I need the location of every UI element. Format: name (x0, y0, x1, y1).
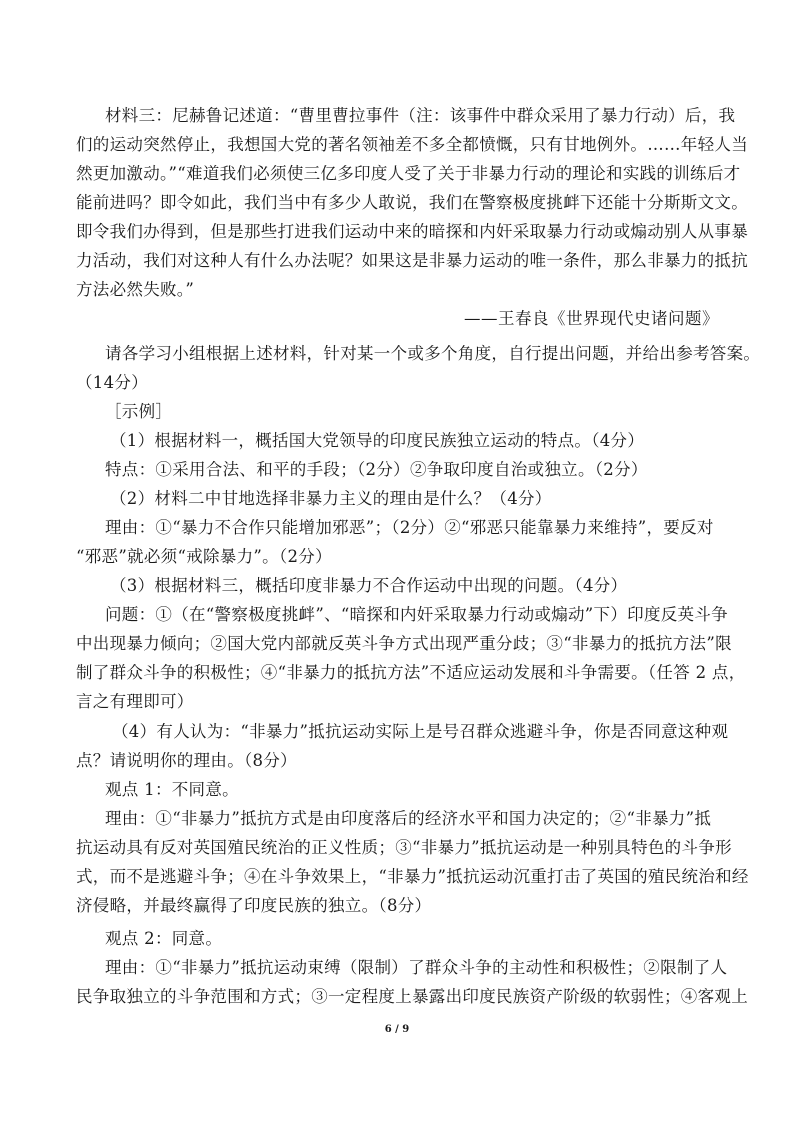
source-citation: ——王春良《世界现代史诸问题》 (464, 309, 719, 328)
question-4-line-2: 点？请说明你的理由。（8分） (76, 751, 297, 770)
material-three-line-5: 即令我们办得到，但是那些打进我们运动中来的暗探和内奸采取暴力行动或煽动别人从事暴 (76, 222, 748, 241)
viewpoint-1-reason-line-4: 济侵略，并最终赢得了印度民族的独立。（8分） (76, 896, 432, 915)
viewpoint-2-reason-line-2: 民争取独立的斗争范围和方式；③一定程度上暴露出印度民族资产阶级的软弱性；④客观上 (76, 987, 748, 1006)
answer-2-line-2: “邪恶”就必须“戒除暴力”。（2分） (76, 547, 332, 566)
answer-1: 特点：①采用合法、和平的手段；（2分）②争取印度自治或独立。（2分） (105, 460, 648, 479)
viewpoint-1-label: 观点 1：不同意。 (105, 780, 239, 799)
material-three-line-1: 材料三：尼赫鲁记述道：“曹里曹拉事件（注：该事件中群众采用了暴力行动）后，我 (105, 106, 736, 125)
material-three-line-7: 方法必然失败。” (76, 280, 195, 299)
question-3: （3）根据材料三，概括印度非暴力不合作运动中出现的问题。（4分） (110, 576, 628, 595)
answer-3-line-1: 问题：①（在“警察极度挑衅”、“暗探和内奸采取暴力行动或煽动”下）印度反英斗争 (105, 605, 728, 624)
example-label: ［示例］ (105, 402, 173, 421)
material-three-line-6: 力活动，我们对这种人有什么办法呢？如果这是非暴力运动的唯一条件，那么非暴力的抵抗 (76, 251, 748, 270)
question-1: （1）根据材料一，概括国大党领导的印度民族独立运动的特点。（4分） (110, 431, 645, 450)
answer-3-line-4: 言之有理即可） (76, 692, 194, 711)
viewpoint-2-label: 观点 2：同意。 (105, 929, 223, 948)
answer-3-line-2: 中出现暴力倾向；②国大党内部就反英斗争方式出现严重分歧；③“非暴力的抵抗方法”限 (76, 634, 732, 653)
answer-3-line-3: 制了群众斗争的积极性；④“非暴力的抵抗方法”不适应运动发展和斗争需要。（任答 2 点， (76, 663, 746, 682)
viewpoint-1-reason-line-3: 式，而不是逃避斗争；④在斗争效果上，“非暴力”抵抗运动沉重打击了英国的殖民统治和经 (76, 867, 749, 886)
page-number: 6 / 9 (384, 1024, 410, 1035)
answer-2-line-1: 理由：①“暴力不合作只能增加邪恶”；（2分）②“邪恶只能靠暴力来维持”，要反对 (105, 518, 714, 537)
instruction-score: （14分） (76, 373, 148, 392)
material-three-line-3: 然更加激动。”“难道我们必须使三亿多印度人受了关于非暴力行动的理论和实践的训练后才 (76, 164, 741, 183)
question-4-line-1: （4）有人认为：“非暴力”抵抗运动实际上是号召群众逃避斗争，你是否同意这种观 (112, 722, 729, 741)
instruction-line-1: 请各学习小组根据上述材料，针对某一个或多个角度，自行提出问题，并给出参考答案。 (105, 344, 761, 363)
viewpoint-1-reason-line-1: 理由：①“非暴力”抵抗方式是由印度落后的经济水平和国力决定的；②“非暴力”抵 (105, 809, 712, 828)
question-2: （2）材料二中甘地选择非暴力主义的理由是什么？（4分） (110, 489, 552, 508)
material-three-line-4: 能前进吗？即令如此，我们当中有多少人敢说，我们在警察极度挑衅下还能十分斯斯文文。 (76, 193, 748, 212)
material-three-line-2: 们的运动突然停止，我想国大党的著名领袖差不多全都愤慨，只有甘地例外。……年轻人当 (76, 135, 748, 154)
viewpoint-1-reason-line-2: 抗运动具有反对英国殖民统治的正义性质；③“非暴力”抵抗运动是一种别具特色的斗争形 (76, 838, 732, 857)
viewpoint-2-reason-line-1: 理由：①“非暴力”抵抗运动束缚（限制）了群众斗争的主动性和积极性；②限制了人 (105, 958, 728, 977)
